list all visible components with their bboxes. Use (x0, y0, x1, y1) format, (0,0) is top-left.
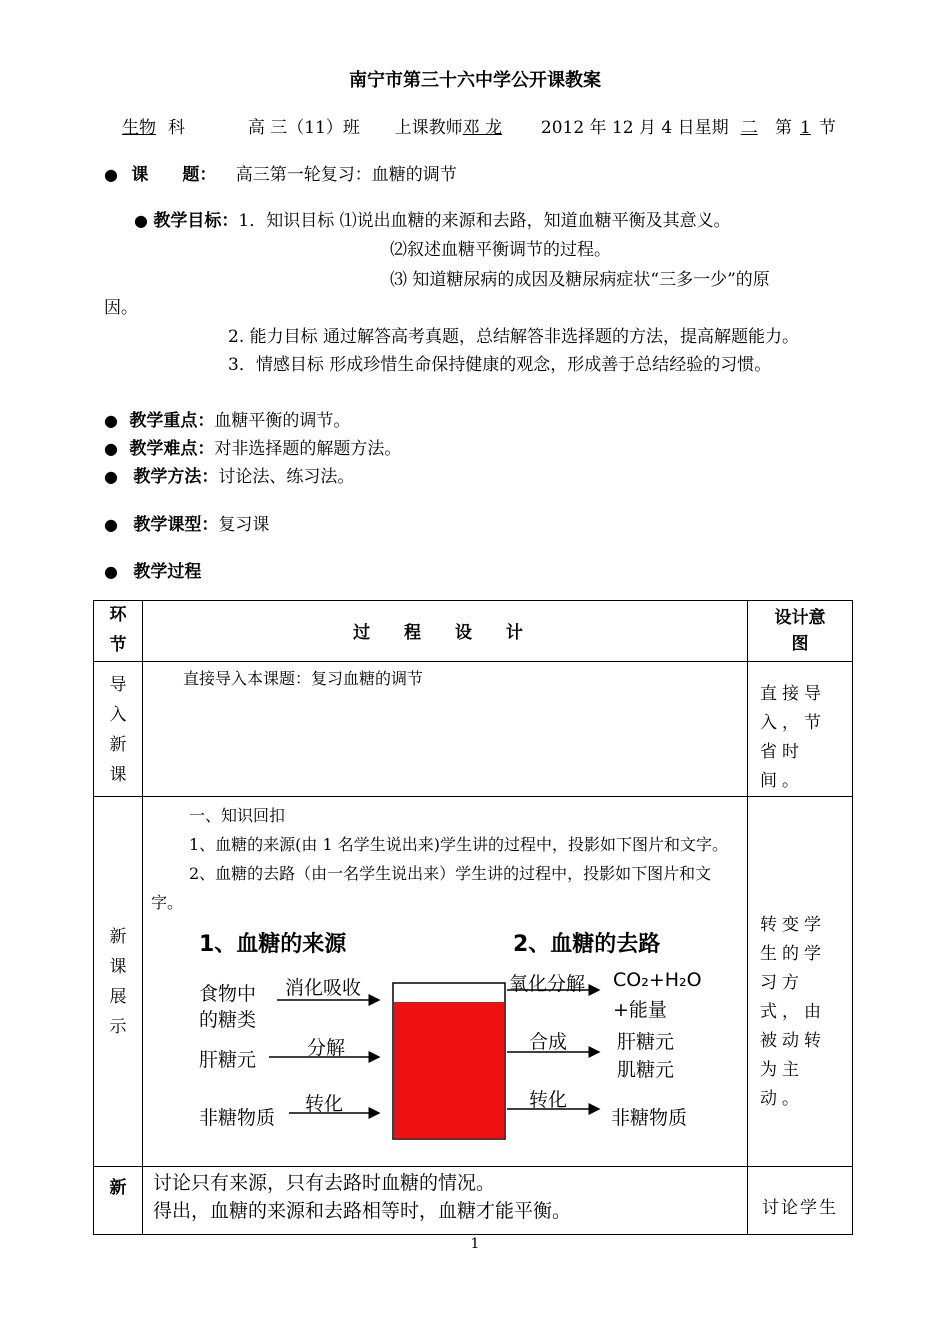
objectives-label: 教学目标： (153, 211, 239, 231)
page-number: 1 (470, 1236, 480, 1252)
header-line (108, 113, 836, 138)
objective-text: 因。 (104, 298, 138, 318)
source-name: 的糖类 (199, 1009, 257, 1031)
bullet-icon: ● (104, 165, 118, 184)
date-text: 2012 年 12 月 4 日星期 (540, 118, 729, 138)
lesson-table (93, 600, 853, 1235)
header-intent (748, 601, 853, 662)
period: 1 (800, 118, 811, 138)
figure-heading-sources: 1、血糖的来源 (199, 932, 347, 957)
header-process (143, 601, 748, 662)
header-stage-text: 环节 (109, 605, 127, 655)
intent-cell (748, 1167, 853, 1235)
item-label: 教学方法： (133, 467, 219, 487)
content-cell (143, 662, 748, 797)
content-cell (143, 797, 748, 1167)
intent-text: 讨论学生 (762, 1198, 838, 1218)
process-line (104, 557, 201, 582)
topic-label: 课 题： (131, 165, 217, 185)
blood-sugar-level (394, 1002, 504, 1138)
item-label: 教学课型： (133, 515, 219, 535)
item-label: 教学重点： (129, 411, 215, 431)
bullet-icon: ● (104, 439, 118, 458)
stage-cell (94, 797, 143, 1167)
table-row (94, 797, 853, 1167)
stage-cell (94, 662, 143, 797)
content-text: 2、血糖的去路（由一名学生说出来）学生讲的过程中，投影如下图片和文字。 (151, 864, 712, 912)
item-label: 教学难点： (129, 439, 215, 459)
source-name: 食物中 (199, 983, 257, 1005)
subject: 生物 (122, 118, 156, 138)
destination-result: 非糖物质 (611, 1107, 688, 1129)
intent-cell (748, 662, 853, 797)
stage-cell (94, 1167, 143, 1235)
bullet-icon: ● (104, 515, 118, 534)
weekday: 二 (740, 118, 758, 138)
objectives-line-1 (134, 206, 731, 231)
intent-text: 直接导入，节省时间。 (760, 684, 826, 791)
header-stage (94, 601, 143, 662)
intent-text: 转变学生的学习方式，由被动转为主动。 (760, 915, 826, 1109)
key-point-line (104, 406, 350, 431)
blood-sugar-diagram (181, 927, 741, 1127)
bullet-icon: ● (104, 411, 118, 430)
objective-text: 3．情感目标 形成珍惜生命保持健康的观念，形成善于总结经验的习惯。 (228, 355, 772, 375)
item-label: 教学过程 (133, 562, 202, 582)
item-value: 讨论法、练习法。 (218, 467, 355, 487)
topic-line (104, 160, 457, 185)
item-value: 血糖平衡的调节。 (214, 411, 351, 431)
stage-text: 新 (109, 1178, 127, 1198)
figure-heading-destinations: 2、血糖的去路 (513, 932, 661, 957)
page-title: 南宁市第三十六中学公开课教案 (349, 70, 601, 91)
objective-text: 1．知识目标 ⑴说出血糖的来源和去路，知道血糖平衡及其意义。 (238, 211, 731, 231)
objective-text: ⑵叙述血糖平衡调节的过程。 (390, 240, 611, 260)
content-text: 得出，血糖的来源和去路相等时，血糖才能平衡。 (153, 1200, 572, 1222)
destination-result: 肝糖元 (617, 1031, 675, 1053)
content-text: 直接导入本课题：复习血糖的调节 (183, 669, 424, 688)
method-line (104, 462, 354, 487)
objective-text: 2. 能力目标 通过解答高考真题，总结解答非选择题的方法，提高解题能力。 (228, 327, 800, 347)
period-label: 第 (775, 118, 793, 138)
destination-arrow-label: 合成 (529, 1031, 568, 1053)
lesson-type-line (104, 510, 269, 535)
item-value: 对非选择题的解题方法。 (214, 439, 402, 459)
bullet-icon: ● (104, 467, 118, 486)
source-arrow-label: 分解 (307, 1037, 346, 1059)
diagram-graphics (181, 927, 741, 1147)
content-text: 讨论只有来源，只有去路时血糖的情况。 (153, 1172, 496, 1194)
bullet-icon: ● (134, 211, 148, 230)
table-row (94, 1167, 853, 1235)
content-cell (143, 1167, 748, 1235)
header-intent-text: 设计意图 (774, 608, 826, 654)
destination-result: 肌糖元 (617, 1059, 675, 1081)
destination-arrow-label: 转化 (529, 1089, 568, 1111)
subject-suffix: 科 (168, 118, 185, 138)
item-value: 复习课 (218, 515, 270, 535)
stage-text: 导入新课 (109, 675, 127, 785)
content-text: 一、知识回扣 (189, 806, 286, 825)
source-arrow-label: 消化吸收 (285, 977, 362, 999)
period-suffix: 节 (818, 118, 836, 138)
difficulty-line (104, 434, 401, 459)
topic-value: 高三第一轮复习：血糖的调节 (235, 165, 457, 185)
destination-result: +能量 (613, 999, 667, 1021)
teacher-name: 邓 龙 (462, 118, 503, 138)
source-name: 非糖物质 (199, 1107, 276, 1129)
bullet-icon: ● (104, 562, 118, 581)
teacher-label: 上课教师 (394, 118, 463, 138)
intent-cell (748, 797, 853, 1167)
source-name: 肝糖元 (199, 1049, 257, 1071)
class-grade: 高 三（11）班 (247, 118, 360, 138)
destination-result: CO₂+H₂O (613, 969, 702, 991)
source-arrow-label: 转化 (305, 1093, 344, 1115)
content-text: 1、血糖的来源(由 1 名学生说出来)学生讲的过程中，投影如下图片和文字。 (189, 835, 729, 854)
header-process-text: 过 程 设 计 (353, 622, 537, 643)
stage-text: 新课展示 (109, 926, 127, 1037)
destination-arrow-label: 氧化分解 (509, 973, 586, 995)
table-row (94, 662, 853, 797)
objective-text: ⑶ 知道糖尿病的成因及糖尿病症状“三多一少”的原 (390, 270, 770, 290)
table-header-row (94, 601, 853, 662)
